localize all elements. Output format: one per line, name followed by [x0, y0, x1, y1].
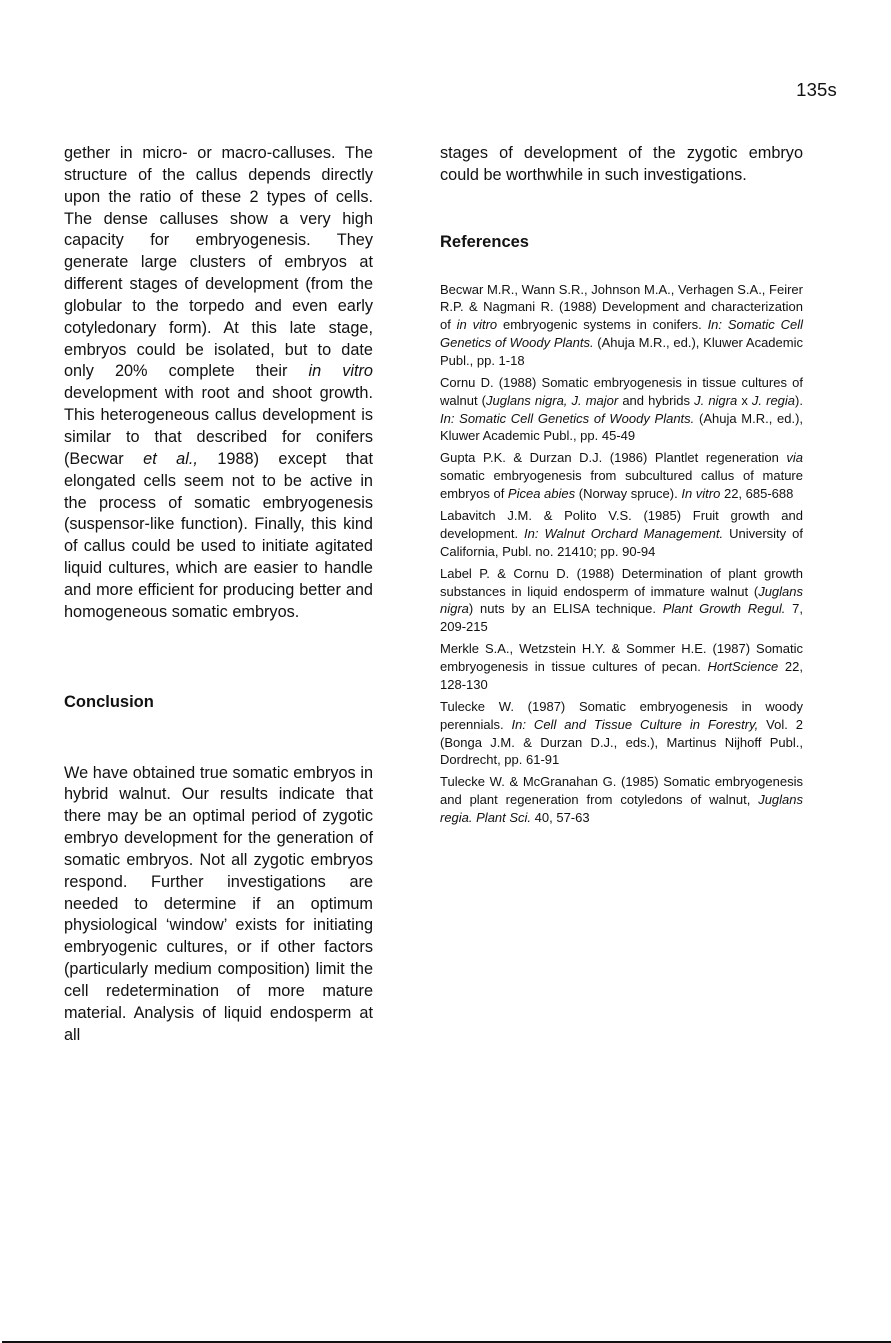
italic-text-run: Plant Growth Regul. — [662, 601, 786, 617]
text-run: Gupta P.K. & Durzan D.J. (1986) Plantlet regeneration — [440, 450, 787, 466]
text-run: and hybrids — [618, 392, 695, 408]
reference-entry — [440, 507, 803, 560]
reference-entry — [440, 281, 803, 370]
italic-term-in-vitro: in vitro — [308, 362, 373, 381]
reference-entry — [440, 374, 803, 445]
text-run: Label P. & Cornu D. (1988) Determination of plant growth substances in liquid endosperm of immature walnut ( — [440, 565, 803, 599]
text-run: Tulecke W. (1987) Somatic embryogenesis in woody perennials. — [440, 699, 803, 732]
text-run: embryogenic systems in conifers. — [497, 317, 708, 333]
text-run: Cornu D. (1988) Somatic embryogenesis in tissue cultures of walnut ( — [440, 374, 803, 408]
text-run: x — [737, 392, 752, 408]
italic-text-run: in vitro — [456, 317, 498, 333]
italic-text-run: In: Walnut Orchard Management. — [524, 525, 724, 541]
italic-text-run: In: Somatic Cell Genetics of Woody Plants. — [440, 410, 695, 426]
italic-text-run: Picea abies — [507, 486, 576, 502]
references-heading: References — [440, 232, 529, 251]
text-run: Vol. 2 (Bonga J.M. & Durzan D.J., eds.), Martinus Nijhoff Publ., Dordrecht, pp. 61-91 — [440, 716, 804, 768]
text-run: Becwar M.R., Wann S.R., Johnson M.A., Verhagen S.A., Feirer R.P. & Nagmani R. (1988) Development and characterization of — [440, 281, 803, 333]
italic-text-run: Juglans nigra, J. major — [486, 392, 619, 408]
italic-text-run: In vitro — [681, 486, 721, 502]
text-run: (Ahuja M.R., ed.), Kluwer Academic Publ., pp. 1-18 — [440, 335, 803, 368]
italic-text-run: HortScience — [707, 659, 779, 675]
reference-entry — [440, 565, 803, 636]
italic-text-run: J. nigra — [694, 392, 738, 408]
text-run: Tulecke W. & McGranahan G. (1985) Somatic embryogenesis and plant regeneration from cotyledons of walnut, — [440, 774, 803, 808]
text-run: (Norway spruce). — [575, 486, 682, 502]
text-run: Merkle S.A., Wetzstein H.Y. & Sommer H.E. (1987) Somatic embryogenesis in tissue cultures of pecan. — [440, 641, 803, 675]
reference-entry — [440, 698, 803, 769]
italic-text-run: via — [786, 450, 803, 466]
continued-paragraph: stages of development of the zygotic embryo could be worthwhile in such investigations. — [440, 144, 803, 184]
text-run: 40, 57-63 — [531, 810, 590, 826]
text-run: 22, 128-130 — [440, 659, 803, 692]
text-run: gether in micro- or macro-calluses. The structure of the callus depends directly upon the ratio of these 2 types of cells. The dense calluses show a very high capacity for embryogenesis. They generate large clusters of embryos at different stages of development (from the globular to the torpedo and even early cotyledonary form). At this late stage, embryos could be isolated, but to date only 20% complete their — [64, 144, 373, 381]
text-run: somatic embryogenesis from subcultured callus of mature embryos of — [440, 468, 803, 502]
reference-entry — [440, 449, 803, 502]
text-run: 7, 209-215 — [440, 601, 803, 635]
text-run: 1988) except that elongated cells seem not to be active in the process of somatic embryogenesis (suspensor-like function). Finally, this kind of callus could be used to initiate agitated liquid cultures, which are easier to handle and more efficient for producing better and homogeneous somatic embryos. — [64, 449, 373, 621]
italic-text-run: Juglans nigra — [440, 583, 803, 617]
text-run: (Ahuja M.R., ed.), Kluwer Academic Publ., pp. 45-49 — [440, 410, 804, 444]
conclusion-heading: Conclusion — [64, 692, 154, 711]
text-run: University of California, Publ. no. 21410; pp. 90-94 — [440, 525, 803, 559]
body-paragraph-results — [64, 143, 373, 624]
text-run: 22, 685-688 — [720, 486, 794, 502]
text-run: development with root and shoot growth. This heterogeneous callus development is similar to that described for conifers (Becwar — [64, 384, 373, 468]
text-run: ). — [795, 392, 803, 408]
italic-text-run: J. regia — [751, 392, 796, 408]
italic-text-run: Juglans regia. Plant Sci. — [440, 792, 803, 826]
page-number: 135s — [796, 79, 837, 100]
right-column — [440, 143, 803, 831]
reference-entry — [440, 773, 803, 826]
italic-text-run: In: Somatic Cell Genetics of Woody Plants. — [440, 317, 803, 351]
conclusion-paragraph: We have obtained true somatic embryos in hybrid walnut. Our results indicate that there may be an optimal period of zygotic embryo development for the generation of somatic embryos. Not all zygotic embryos respond. Further investigations are needed to determine if an optimum physiological ‘window’ exists for initiating embryogenic cultures, or if other factors (particularly medium composition) limit the cell redetermination of more mature material. Analysis of liquid endosperm at all — [64, 763, 373, 1044]
italic-et-al: et al., — [143, 449, 198, 468]
text-run: ) nuts by an ELISA technique. — [468, 601, 663, 617]
italic-text-run: In: Cell and Tissue Culture in Forestry, — [511, 716, 759, 732]
references-list — [440, 281, 803, 827]
reference-entry — [440, 640, 803, 693]
left-column — [64, 143, 373, 1047]
text-run: Labavitch J.M. & Polito V.S. (1985) Fruit growth and development. — [440, 508, 803, 541]
